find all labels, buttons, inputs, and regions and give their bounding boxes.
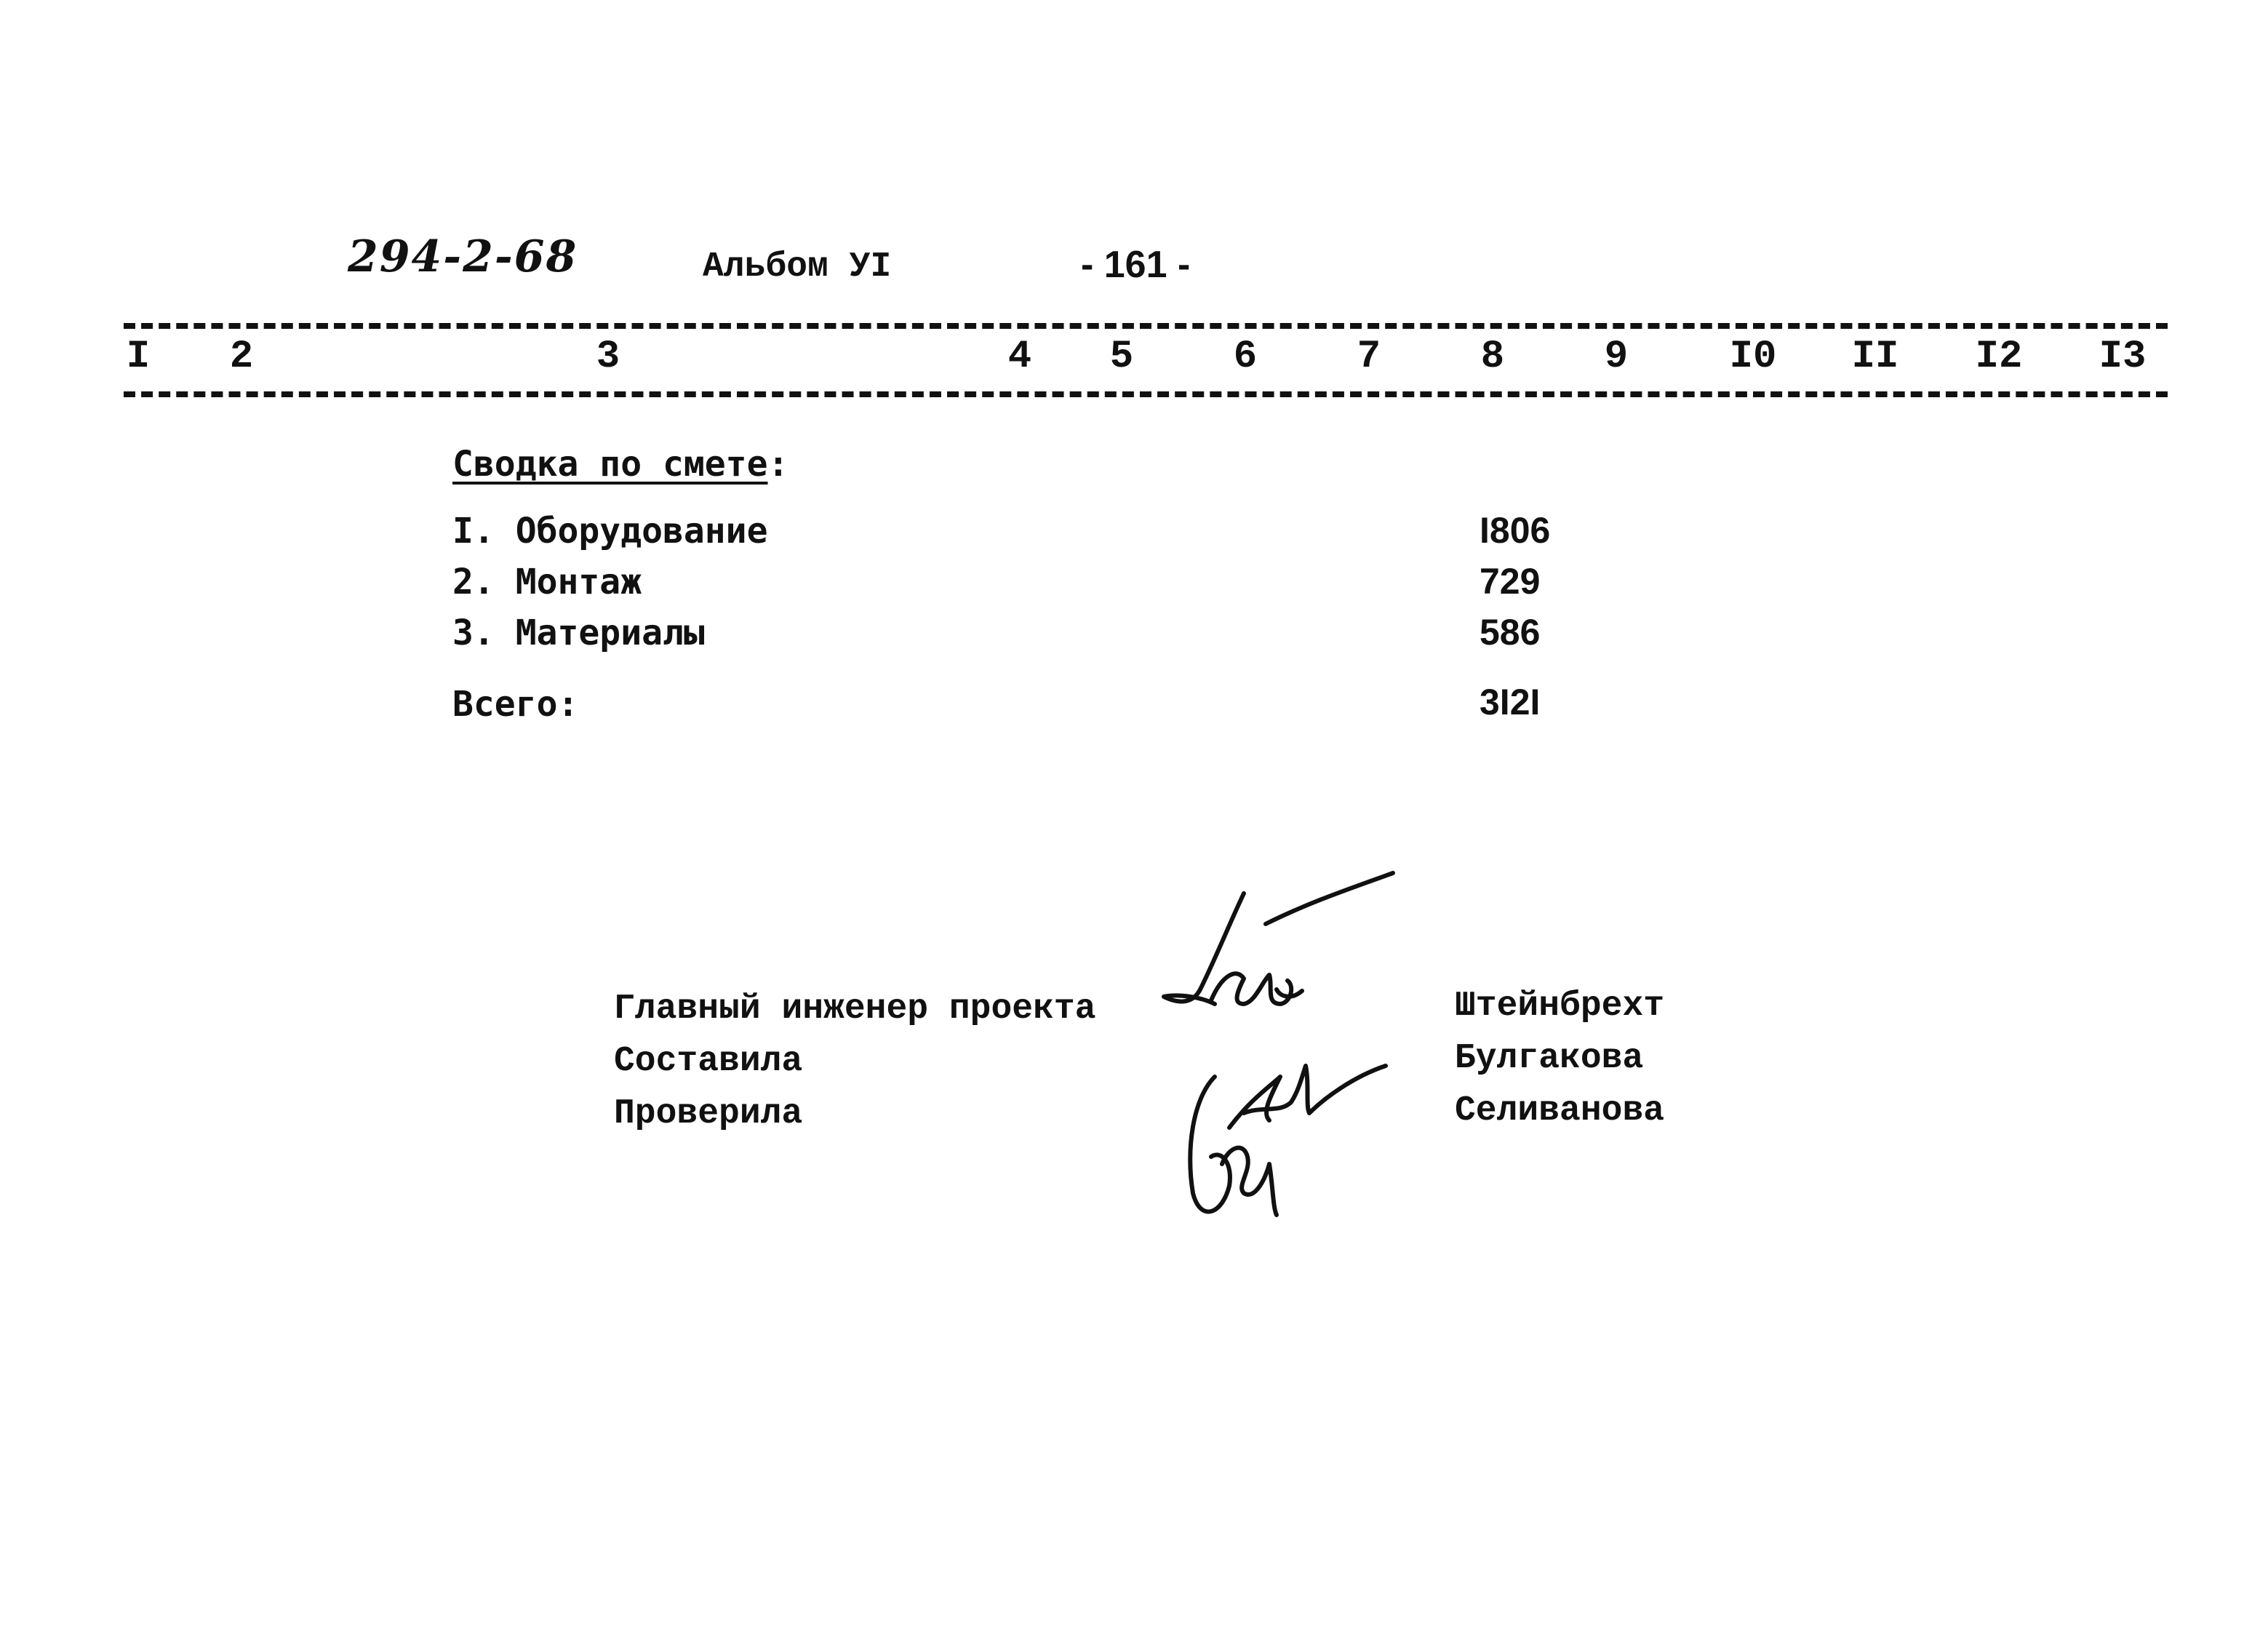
column-number: I2 (1975, 335, 2023, 379)
summary-title-colon: : (767, 444, 789, 485)
summary-total-value: 3I2I (1480, 682, 1541, 722)
column-number: 9 (1604, 335, 1629, 379)
column-number: 4 (1007, 335, 1032, 379)
column-number: 6 (1233, 335, 1258, 379)
column-number: 3 (596, 335, 620, 379)
signature-role: Составила (614, 1042, 803, 1081)
column-number: 2 (229, 335, 254, 379)
signature-stroke (1164, 893, 1244, 1004)
summary-title (452, 444, 788, 485)
column-number: I3 (2099, 335, 2147, 379)
summary-item-label: 3. Материалы (452, 613, 705, 653)
document-code: 294-2-68 (348, 231, 578, 282)
signature-stroke (1190, 1077, 1230, 1211)
summary-item-label: 2. Монтаж (452, 562, 642, 602)
signature-role: Главный инженер проекта (614, 989, 1096, 1029)
dashed-rule-bottom (124, 391, 2168, 397)
signature-name: Селиванова (1455, 1091, 1665, 1131)
page-number: - 161 - (1081, 244, 1191, 286)
signature-stroke (1211, 973, 1291, 1004)
signature-stroke (1229, 1077, 1280, 1128)
dashed-rule-top (124, 323, 2168, 329)
column-number: 5 (1109, 335, 1134, 379)
summary-item-value: 586 (1480, 612, 1541, 653)
column-number: 8 (1480, 335, 1505, 379)
column-number: I (126, 335, 151, 379)
summary-item-value: I806 (1480, 510, 1551, 551)
signature-role: Проверила (614, 1094, 803, 1133)
column-number: I0 (1729, 335, 1777, 379)
signature-name: Булгакова (1455, 1039, 1644, 1078)
signature-name: Штейнбрехт (1455, 987, 1665, 1026)
summary-total-label: Всего: (452, 684, 579, 725)
summary-item-value: 729 (1480, 561, 1541, 602)
column-number: II (1851, 335, 1899, 379)
signature-stroke (1266, 873, 1393, 924)
handwritten-signatures (1135, 858, 1411, 1229)
album-label: Альбом УI (703, 247, 892, 287)
column-number: 7 (1357, 335, 1381, 379)
summary-item-label: I. Оборудование (452, 511, 768, 551)
summary-title-text: Сводка по смете (452, 444, 768, 485)
